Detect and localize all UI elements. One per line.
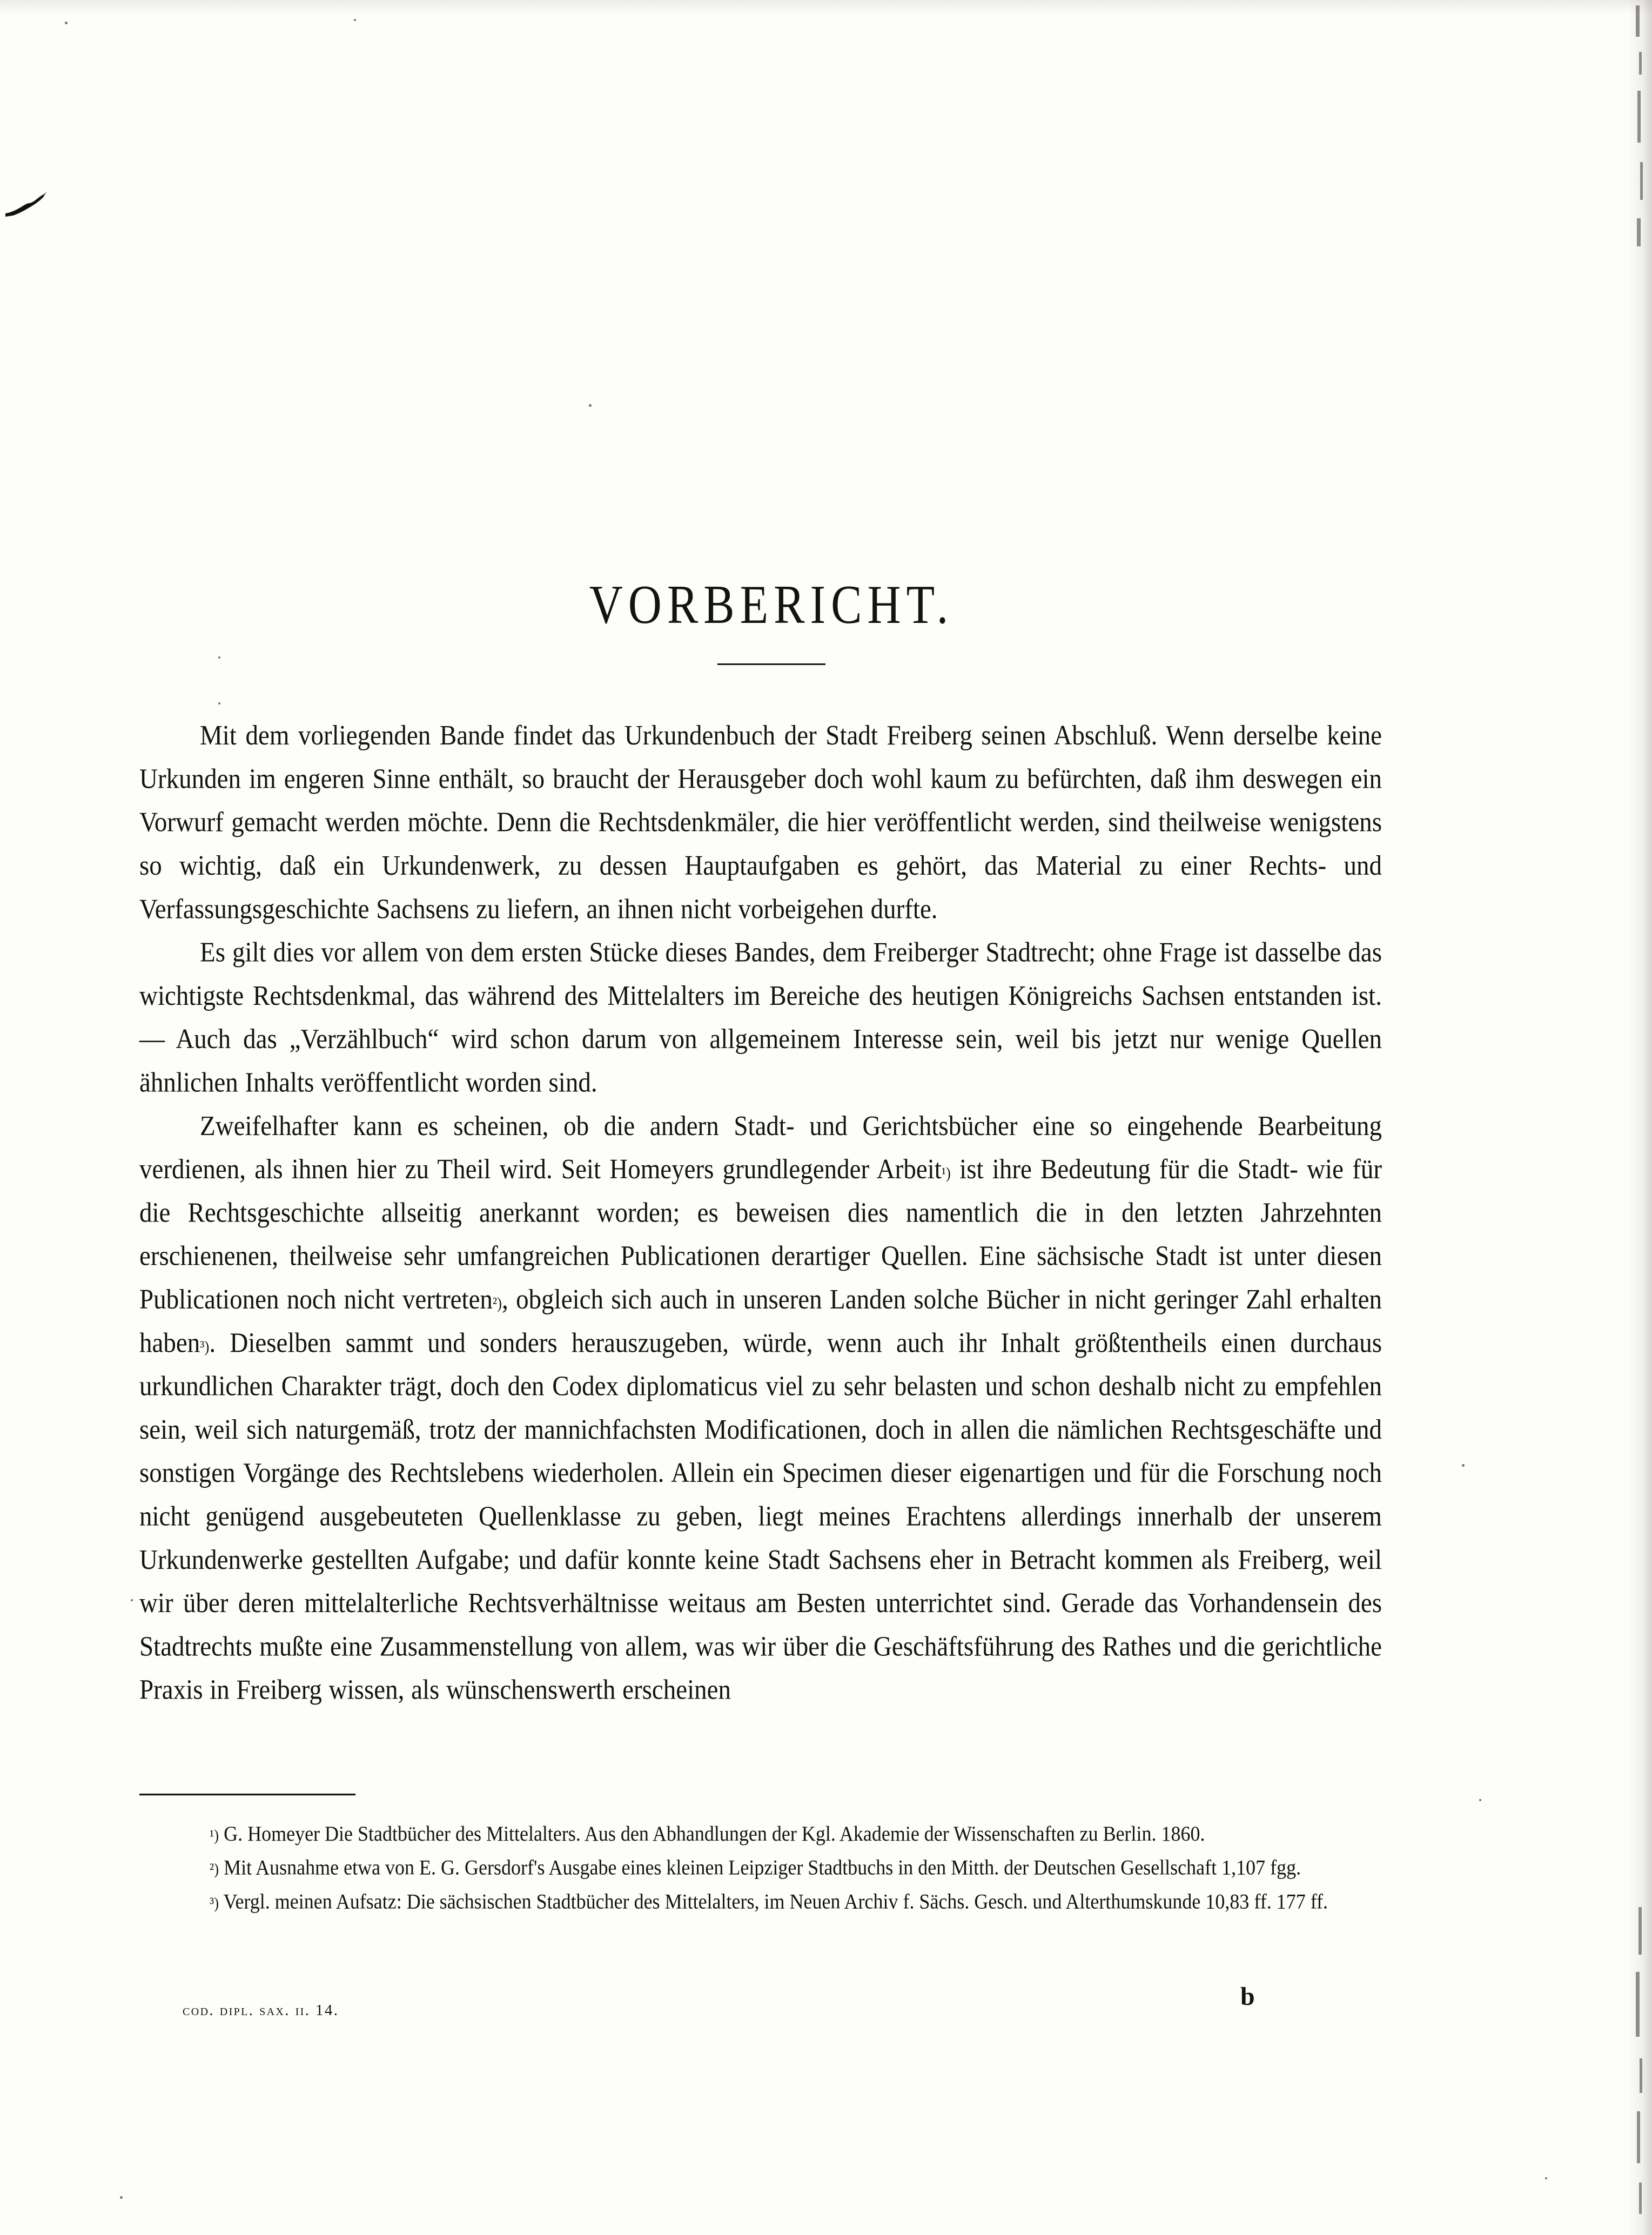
title-divider-rule [717,663,825,665]
page-right-edge-shadow [1627,0,1652,2235]
scan-speck [589,404,592,407]
page-top-edge-shadow [0,0,1652,14]
page-content [139,573,1382,1706]
footnote-1 [139,1817,1382,1851]
footnotes-section [139,1794,1382,1918]
paragraph-2: Es gilt dies vor allem von dem ersten Stücke dieses Bandes, dem Freiberger Stadtrecht; ohne Frage ist dasselbe das wichtigste Rechtsdenkmal, das während des Mittelalters im Bereiche des heutigen Königreichs Sachsen entstanden ist. — Auch das „Verzählbuch“ wird schon darum von allgemeinem Interesse sein, weil bis jetzt nur wenige Quellen ähnlichen Inhalts veröffentlicht worden sind. [139,937,1382,1098]
scan-speck [65,22,68,24]
scan-speck [354,19,356,21]
footnote-1-marker: ¹) [210,1826,219,1844]
paragraph-3-part-2: ist ihre Bedeutung für die Stadt- wie für die Rechtsgeschichte allseitig anerkannt worden; es beweisen dies namentlich die in den letzten Jahrzehnten erschienenen, theilweise sehr umfangreichen Publicationen derartiger Quellen. Eine sächsische Stadt ist unter diesen Publicationen noch nicht vertreten [139,1154,1382,1316]
footnote-1-text: G. Homeyer Die Stadtbücher des Mittelalters. Aus den Abhandlungen der Kgl. Akademie der Wissenschaften zu Berlin. 1860. [219,1821,1205,1845]
scan-speck [131,1599,133,1601]
scan-speck [1462,1464,1465,1467]
paragraph-3-part-1: Zweifelhafter kann es scheinen, ob die andern Stadt- und Gerichtsbücher eine so eingehende Bearbeitung verdienen, als ihnen hier zu Theil wird. Seit Homeyers grundlegender Arbeit [139,1110,1382,1185]
title-rule-container [139,658,1382,668]
paragraph-3-part-3: , obgleich sich auch in unseren Landen solche Bücher in nicht geringer Zahl erhalten haben [139,1284,1382,1359]
paragraph-3-part-4: . Dieselben sammt und sonders herauszugeben, würde, wenn auch ihr Inhalt größtentheils einen durchaus urkundlichen Charakter trägt, doch den Codex diplomaticus viel zu sehr belasten und schon deshalb nicht zu empfehlen sein, weil sich naturgemäß, trotz der mannichfachsten Modificationen, doch in allen die nämlichen Rechtsgeschäfte und sonstigen Vorgänge des Rechtslebens wiederholen. Allein ein Specimen dieser eigenartigen und für die Forschung noch nicht genügend ausgebeuteten Quellenklasse zu geben, liegt meines Erachtens allerdings innerhalb der unserem Urkundenwerke gestellten Aufgabe; und dafür konnte keine Stadt Sachsens eher in Betracht kommen als Freiberg, weil wir über deren mittelalterliche Rechtsverhältnisse weitaus am Besten unterrichtet sind. Gerade das Vorhandensein des Stadtrechts mußte eine Zusammenstellung von allem, was wir über die Geschäftsführung des Rathes und die gerichtliche Praxis in Freiberg wissen, als wünschenswerth erscheinen [139,1327,1382,1706]
footnote-ref-1[interactable]: ¹) [941,1164,951,1182]
footnote-ref-3[interactable]: ³) [200,1337,210,1355]
scan-speck [120,2196,123,2199]
page-title: VORBERICHT. [589,574,954,635]
paragraph-1: Mit dem vorliegenden Bande findet das Urkundenbuch der Stadt Freiberg seinen Abschluß. Wenn derselbe keine Urkunden im engeren Sinne enthält, so braucht der Herausgeber doch wohl kaum zu befürchten, daß ihm deswegen ein Vorwurf gemacht werden möchte. Denn die Rechtsdenkmäler, die hier veröffentlicht werden, sind theilweise wenigstens so wichtig, daß ein Urkundenwerk, zu dessen Hauptaufgaben es gehört, das Material zu einer Rechts- und Verfassungsgeschichte Sachsens zu liefern, an ihnen nicht vorbeigehen durfte. [139,720,1382,925]
paragraph-3 [139,1105,1382,1712]
footnote-3-marker: ³) [210,1894,219,1912]
footnote-2-text: Mit Ausnahme etwa von E. G. Gersdorf's Ausgabe eines kleinen Leipziger Stadtbuchs in den Mitth. der Deutschen Gesellschaft 1,107 fgg. [219,1855,1301,1880]
body-text [139,714,1382,1712]
running-signature: cod. dipl. sax. ii. 14. [183,2002,339,2019]
scan-speck [1545,2177,1547,2179]
footnote-separator-rule [139,1794,355,1795]
scan-speck [1479,1799,1481,1801]
footnote-2 [139,1851,1382,1885]
footnote-3 [139,1884,1382,1918]
footnote-ref-2[interactable]: ²) [492,1294,502,1312]
footnote-2-marker: ²) [210,1860,219,1878]
page-edge-speckles [1600,0,1652,2235]
footnote-3-text: Vergl. meinen Aufsatz: Die sächsischen Stadtbücher des Mittelalters, im Neuen Archiv f. Sächs. Gesch. und Alterthumskunde 10,83 ff. 177 ff. [219,1889,1328,1914]
ink-smudge-mark [5,192,70,217]
sheet-signature-mark: b [1240,1982,1255,2011]
